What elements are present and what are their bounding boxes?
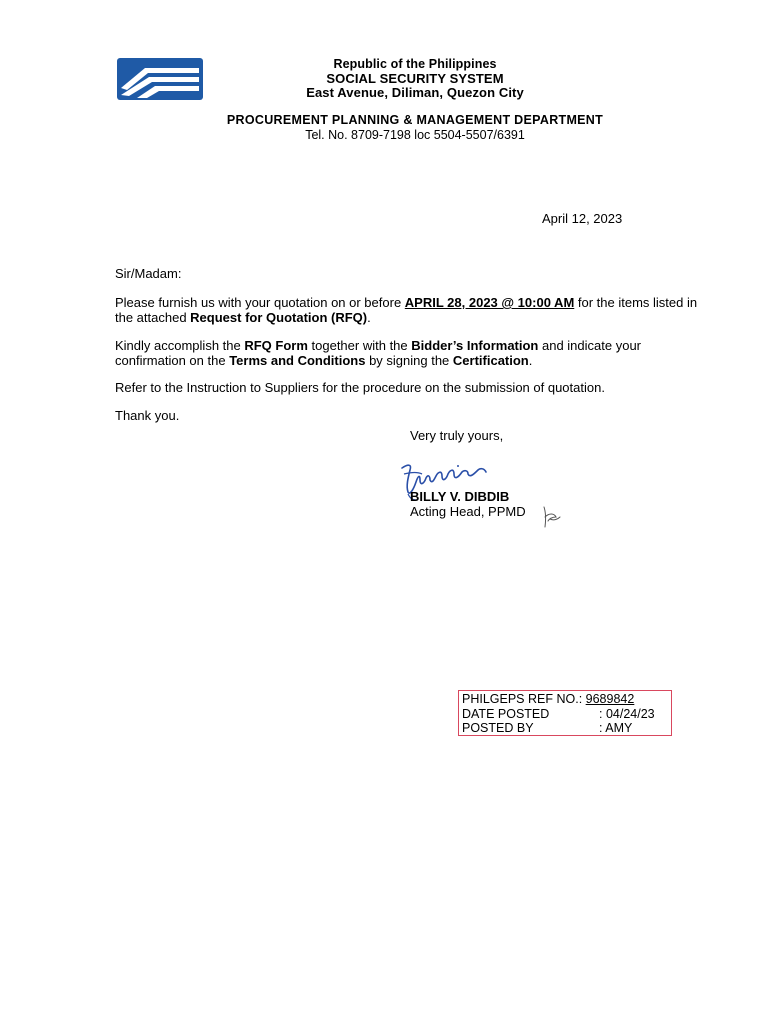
stamp-by-row bbox=[462, 721, 671, 736]
ref-label: PHILGEPS REF NO.: bbox=[462, 692, 583, 706]
p2-text-a: Kindly accomplish the bbox=[115, 338, 245, 353]
posted-by-value: : AMY bbox=[599, 721, 633, 735]
deadline: APRIL 28, 2023 @ 10:00 AM bbox=[404, 295, 575, 310]
letterhead bbox=[0, 57, 770, 101]
paragraph-quotation bbox=[115, 295, 705, 325]
posted-by-label: POSTED BY bbox=[462, 721, 534, 735]
stamp-ref-row bbox=[462, 692, 671, 707]
initials-mark bbox=[540, 505, 562, 529]
department-name: PROCUREMENT PLANNING & MANAGEMENT DEPARTMENT bbox=[226, 113, 604, 127]
p2-text-e: . bbox=[528, 353, 533, 368]
department-block bbox=[0, 113, 770, 143]
p1-text-a: Please furnish us with your quotation on or before bbox=[115, 295, 405, 310]
certification: Certification bbox=[452, 353, 529, 368]
p2-text-d: by signing the bbox=[365, 353, 453, 368]
date-posted-label: DATE POSTED bbox=[462, 706, 550, 721]
paragraph-refer: Refer to the Instruction to Suppliers for the procedure on the submission of quotation. bbox=[115, 380, 605, 395]
p2-text-c: and indicate your confirmation on the bbox=[115, 338, 641, 368]
p1-text-b: for the items listed in the attached bbox=[115, 295, 698, 325]
header-republic: Republic of the Philippines bbox=[333, 57, 497, 71]
philgeps-stamp bbox=[458, 690, 672, 736]
ref-value: 9689842 bbox=[585, 692, 635, 706]
header-address: East Avenue, Diliman, Quezon City bbox=[306, 85, 524, 100]
signer-title: Acting Head, PPMD bbox=[410, 504, 526, 519]
date-posted-value: : 04/24/23 bbox=[599, 706, 655, 721]
signer-name: BILLY V. DIBDIB bbox=[410, 489, 510, 504]
paragraph-instructions bbox=[115, 338, 705, 368]
closing: Very truly yours, bbox=[410, 428, 504, 443]
thank-you: Thank you. bbox=[115, 408, 180, 423]
stamp-date-row bbox=[462, 707, 671, 722]
p1-text-c: . bbox=[367, 310, 371, 325]
signer-block bbox=[410, 489, 526, 519]
letter-date: April 12, 2023 bbox=[542, 211, 623, 226]
p2-text-b: together with the bbox=[307, 338, 412, 353]
department-tel: Tel. No. 8709-7198 loc 5504-5507/6391 bbox=[305, 128, 525, 142]
salutation: Sir/Madam: bbox=[115, 266, 182, 281]
terms-and-conditions: Terms and Conditions bbox=[229, 353, 366, 368]
header-agency: SOCIAL SECURITY SYSTEM bbox=[326, 70, 504, 86]
rfq-reference: Request for Quotation (RFQ) bbox=[190, 310, 368, 325]
bidder-information: Bidder’s Information bbox=[411, 338, 539, 353]
rfq-form: RFQ Form bbox=[244, 338, 308, 353]
